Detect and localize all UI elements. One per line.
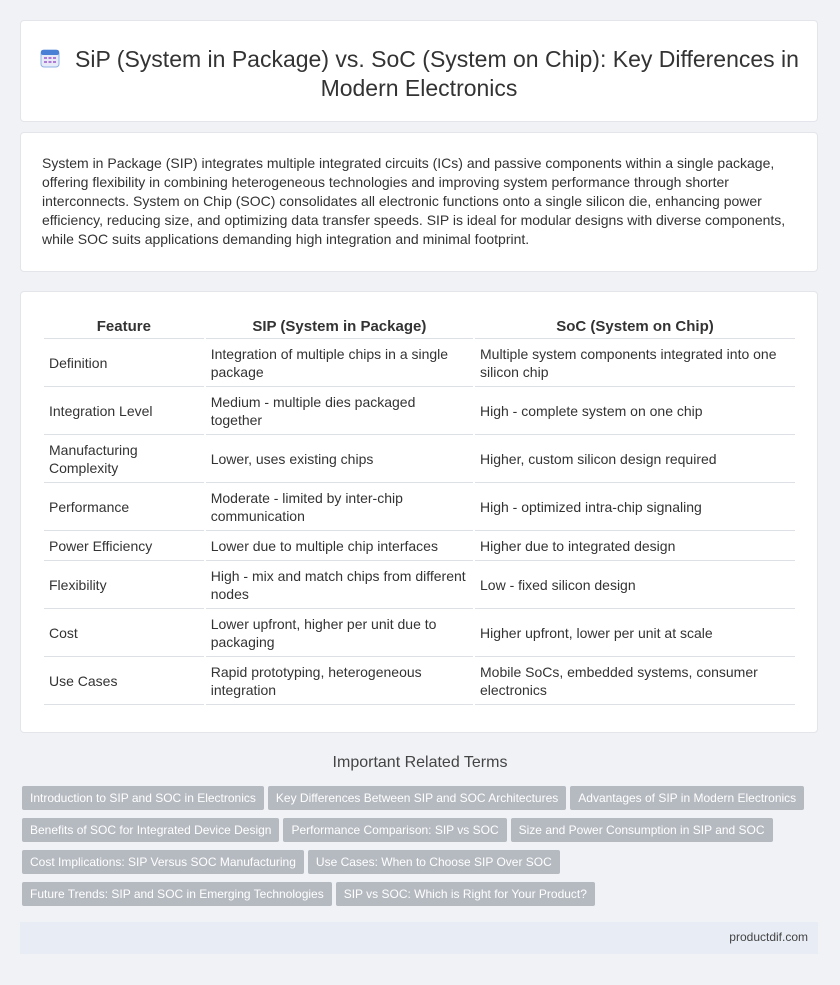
table-row [44, 435, 795, 483]
related-terms-title: Important Related Terms [332, 754, 508, 771]
table-cell-feature: Definition [44, 339, 204, 387]
table-row [44, 609, 795, 657]
calendar-icon [39, 47, 61, 69]
related-term-link[interactable]: Performance Comparison: SIP vs SOC [283, 818, 506, 842]
table-header-row [44, 314, 795, 339]
table-cell-sip: Rapid prototyping, heterogeneous integration [206, 657, 473, 705]
related-term-link[interactable]: Future Trends: SIP and SOC in Emerging Technologies [22, 882, 332, 906]
related-term-link[interactable]: Benefits of SOC for Integrated Device Design [22, 818, 279, 842]
table-row [44, 387, 795, 435]
table-cell-sip: Lower upfront, higher per unit due to packaging [206, 609, 473, 657]
related-term-link[interactable]: Introduction to SIP and SOC in Electronics [22, 786, 264, 810]
comparison-table-card [20, 291, 818, 733]
related-term-link[interactable]: Cost Implications: SIP Versus SOC Manufacturing [22, 850, 304, 874]
site-name[interactable]: productdif.com [729, 930, 808, 944]
table-cell-feature: Integration Level [44, 387, 204, 435]
table-cell-sip: Lower due to multiple chip interfaces [206, 531, 473, 561]
table-cell-sip: Lower, uses existing chips [206, 435, 473, 483]
table-row [44, 657, 795, 705]
table-cell-soc: Mobile SoCs, embedded systems, consumer electronics [475, 657, 795, 705]
table-cell-soc: Low - fixed silicon design [475, 561, 795, 609]
table-cell-sip: Integration of multiple chips in a single package [206, 339, 473, 387]
intro-paragraph: System in Package (SIP) integrates multiple integrated circuits (ICs) and passive components within a single package, offering flexibility in combining heterogeneous technologies and improving system performance through shorter interconnects. System on Chip (SOC) consolidates all electronic functions onto a single silicon die, enhancing power efficiency, reducing size, and optimizing data transfer speeds. SIP is ideal for modular designs with diverse components, while SOC suits applications demanding high integration and minimal footprint. [42, 155, 786, 247]
intro-card [20, 132, 818, 272]
table-cell-soc: High - optimized intra-chip signaling [475, 483, 795, 531]
header-card [20, 20, 818, 122]
table-cell-soc: Higher due to integrated design [475, 531, 795, 561]
table-cell-soc: Higher, custom silicon design required [475, 435, 795, 483]
table-cell-feature: Manufacturing Complexity [44, 435, 204, 483]
table-row [44, 483, 795, 531]
related-terms-list [22, 786, 822, 914]
header-soc: SoC (System on Chip) [475, 314, 795, 339]
footer-bar [20, 922, 818, 954]
table-cell-feature: Power Efficiency [44, 531, 204, 561]
table-row [44, 339, 795, 387]
related-term-link[interactable]: Use Cases: When to Choose SIP Over SOC [308, 850, 560, 874]
table-cell-feature: Flexibility [44, 561, 204, 609]
table-cell-soc: Higher upfront, lower per unit at scale [475, 609, 795, 657]
related-term-link[interactable]: Size and Power Consumption in SIP and SOC [511, 818, 773, 842]
table-row [44, 531, 795, 561]
page-title [21, 45, 817, 103]
page-title-text: SiP (System in Package) vs. SoC (System on Chip): Key Differences in Modern Electronics [75, 46, 799, 101]
related-term-link[interactable]: Key Differences Between SIP and SOC Architectures [268, 786, 566, 810]
table-cell-sip: High - mix and match chips from different nodes [206, 561, 473, 609]
table-cell-sip: Moderate - limited by inter-chip communication [206, 483, 473, 531]
header-sip: SIP (System in Package) [206, 314, 473, 339]
related-term-link[interactable]: Advantages of SIP in Modern Electronics [570, 786, 804, 810]
table-cell-feature: Use Cases [44, 657, 204, 705]
table-cell-soc: High - complete system on one chip [475, 387, 795, 435]
table-row [44, 561, 795, 609]
table-cell-soc: Multiple system components integrated into one silicon chip [475, 339, 795, 387]
table-cell-feature: Cost [44, 609, 204, 657]
related-term-link[interactable]: SIP vs SOC: Which is Right for Your Product? [336, 882, 595, 906]
table-cell-sip: Medium - multiple dies packaged together [206, 387, 473, 435]
comparison-table [42, 314, 797, 705]
table-cell-feature: Performance [44, 483, 204, 531]
header-feature: Feature [44, 314, 204, 339]
